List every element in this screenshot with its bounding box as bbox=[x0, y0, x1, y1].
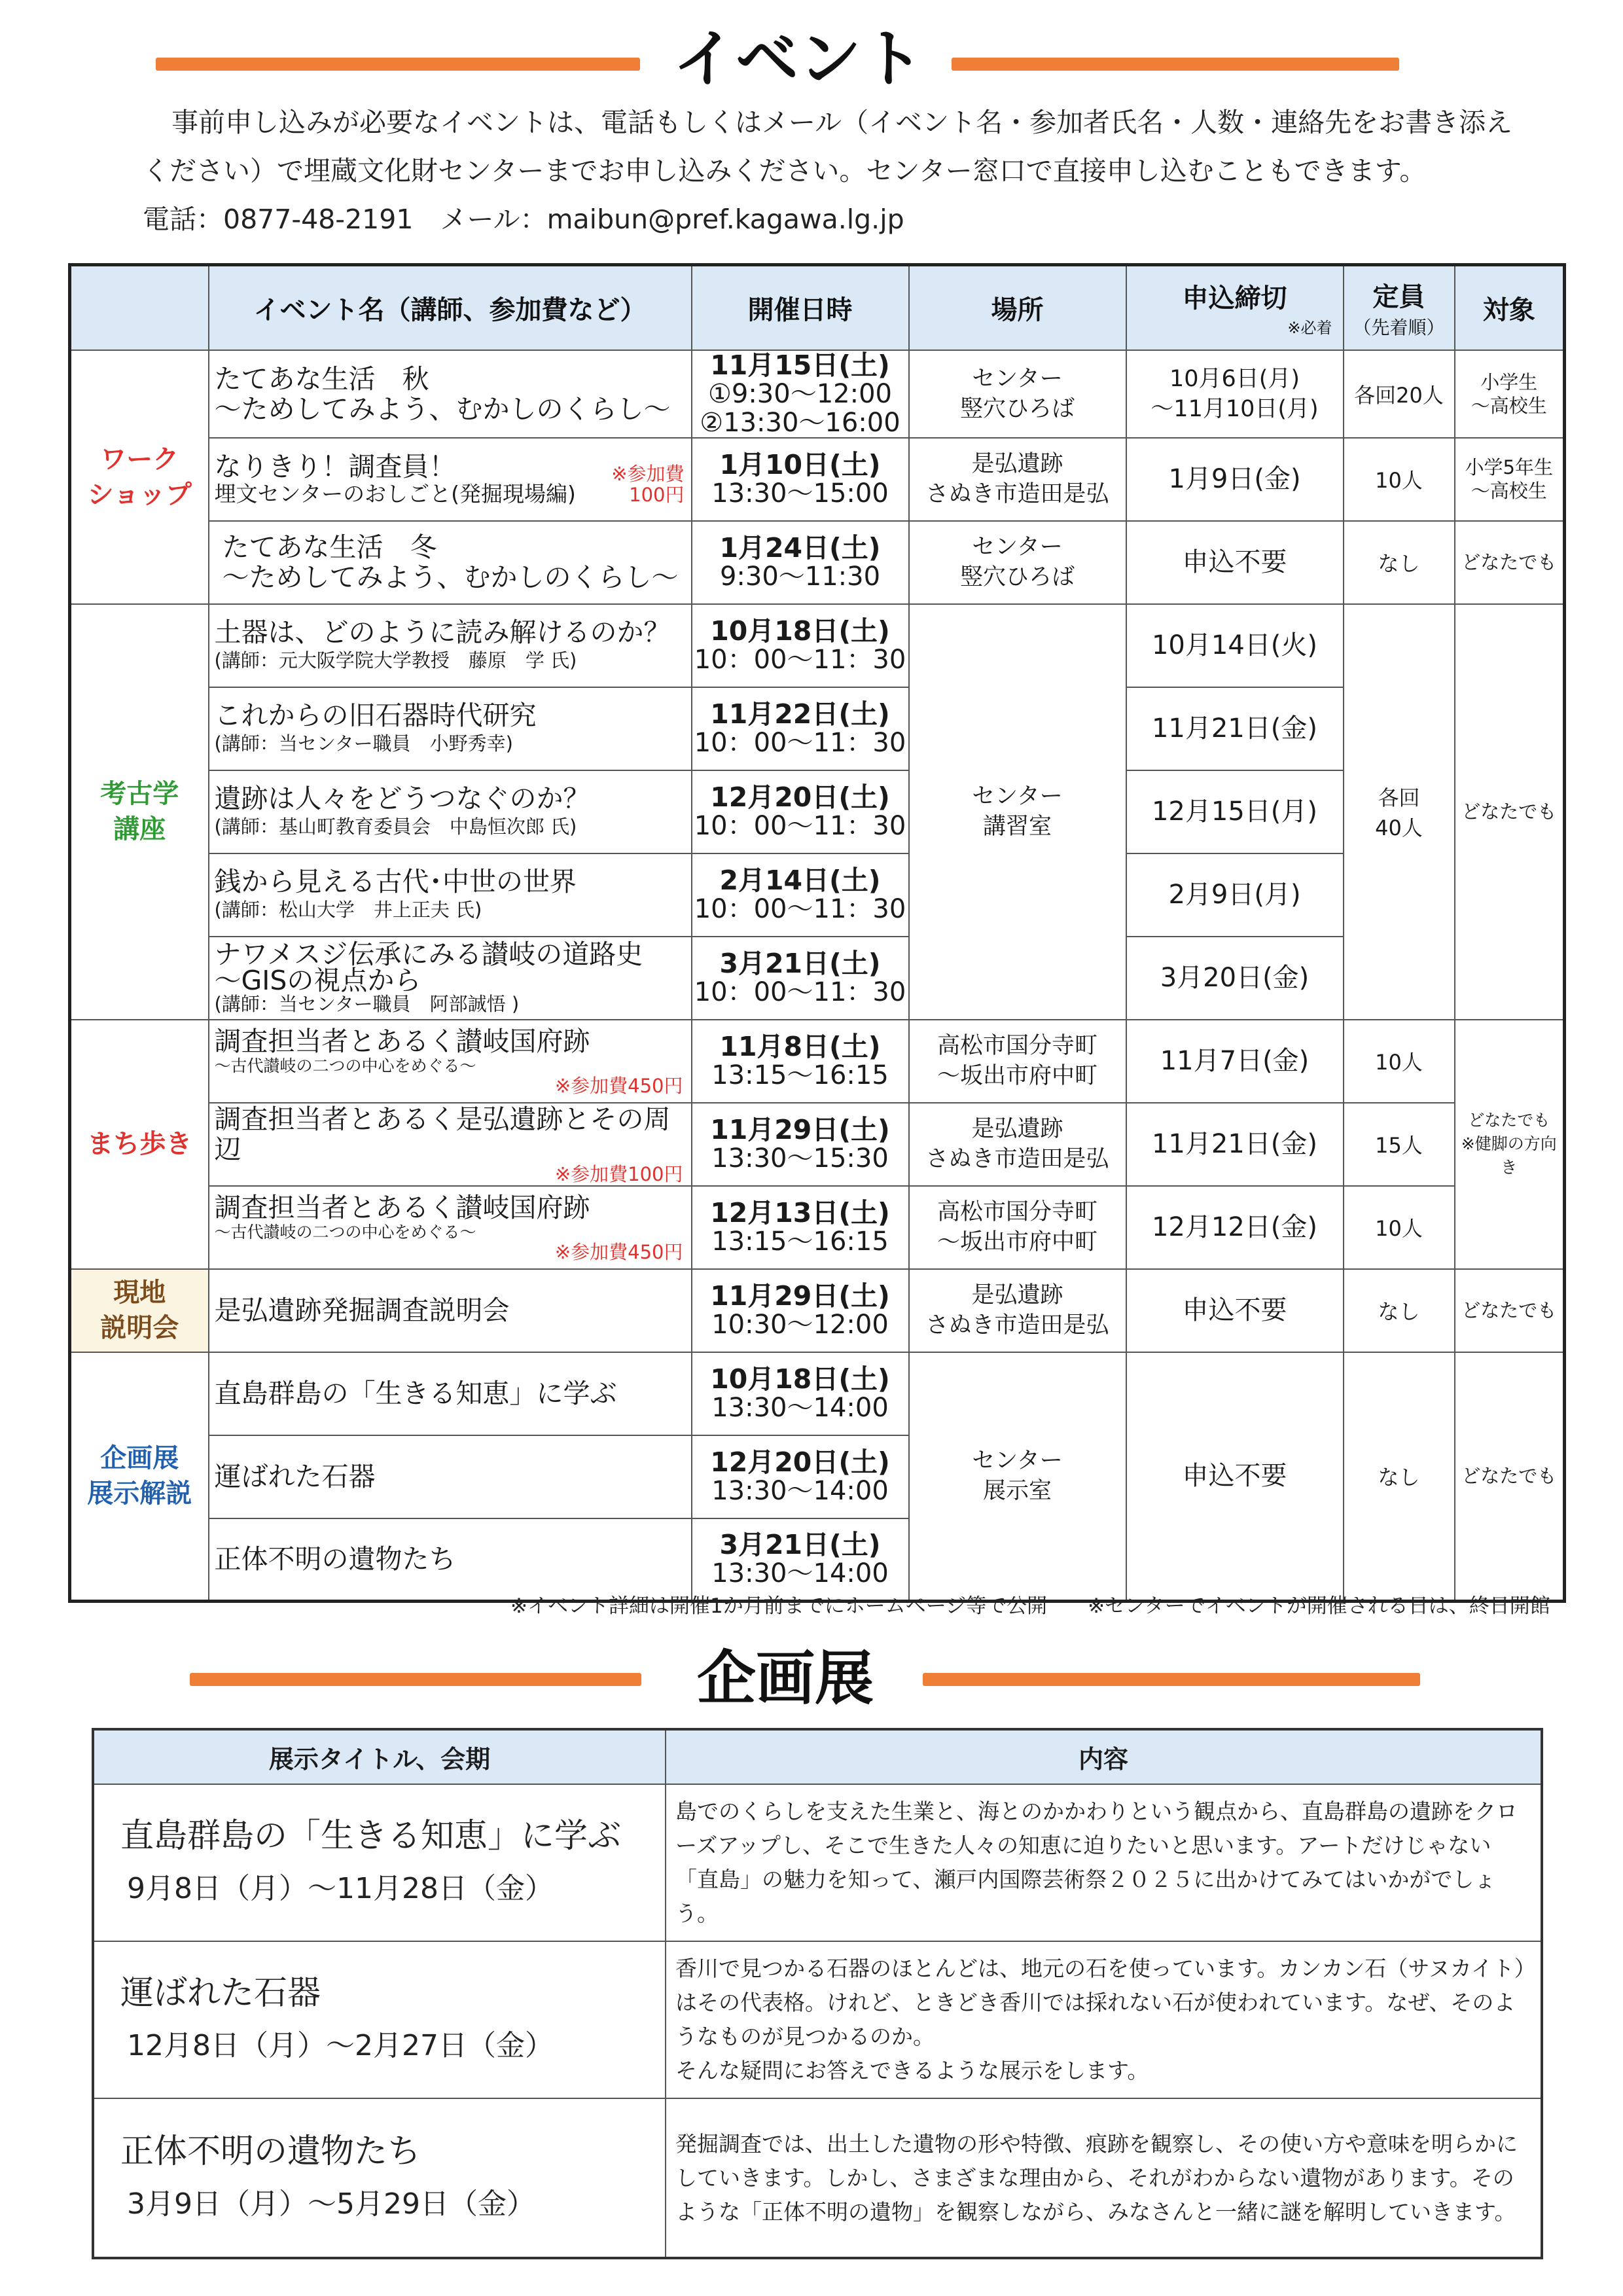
place-line-2: さぬき市造田是弘 bbox=[925, 481, 1109, 507]
events-heading: イベント bbox=[673, 22, 924, 96]
exhibition-title-cell bbox=[93, 2098, 666, 2258]
event-capacity: 10人 bbox=[1344, 1020, 1455, 1103]
event-title: 調査担当者とあるく讃岐国府跡 bbox=[214, 1192, 590, 1223]
event-title: 銭から見える古代･中世の世界 bbox=[214, 866, 577, 897]
exhibition-row bbox=[93, 1941, 1542, 2098]
event-day: 3月21日(土) bbox=[719, 948, 881, 979]
target-line-2: ※健脚の方向き bbox=[1461, 1134, 1557, 1177]
place-line-1: センター bbox=[972, 1448, 1063, 1475]
event-place bbox=[909, 521, 1126, 604]
event-name bbox=[209, 438, 692, 521]
event-deadline: 申込不要 bbox=[1126, 521, 1344, 604]
event-date bbox=[692, 687, 909, 770]
event-name bbox=[209, 687, 692, 770]
event-time-1: ①9:30～12:00 bbox=[708, 378, 892, 409]
event-time: 10：00～11：30 bbox=[694, 728, 906, 758]
exhibition-period: 12月8日（月）～2月27日（金） bbox=[127, 2029, 554, 2062]
place-line-1: 是弘遺跡 bbox=[971, 451, 1063, 477]
event-date bbox=[692, 604, 909, 687]
table-row bbox=[70, 521, 1565, 604]
place-line-2: ～坂出市府中町 bbox=[936, 1063, 1097, 1089]
event-date bbox=[692, 521, 909, 604]
event-subtitle: ～ためしてみよう、むかしのくらし～ bbox=[222, 562, 679, 593]
deadline-line-1: 10月6日(月) bbox=[1169, 365, 1300, 392]
exhibition-title: 直島群島の「生きる知恵」に学ぶ bbox=[120, 1817, 622, 1856]
event-name bbox=[209, 937, 692, 1020]
table-row bbox=[70, 438, 1565, 521]
header-event-name: イベント名（講師、参加費など） bbox=[209, 265, 692, 350]
target-line-1: 小学5年生 bbox=[1465, 456, 1553, 478]
exhibition-title: 正体不明の遺物たち bbox=[120, 2132, 421, 2171]
category-genchi bbox=[70, 1269, 209, 1352]
event-name: 正体不明の遺物たち bbox=[209, 1518, 692, 1602]
place-line-2: 講習室 bbox=[982, 814, 1052, 840]
target-line-2: ～高校生 bbox=[1471, 394, 1547, 417]
event-day: 12月13日(土) bbox=[710, 1197, 890, 1229]
event-capacity: なし bbox=[1344, 1269, 1455, 1352]
category-genchi-label: 現地 説明会 bbox=[100, 1278, 179, 1343]
event-name bbox=[209, 1020, 692, 1103]
exhibition-row bbox=[93, 1784, 1542, 1941]
event-name bbox=[209, 770, 692, 853]
place-line-1: 是弘遺跡 bbox=[971, 1282, 1063, 1308]
table-row bbox=[70, 937, 1565, 1020]
event-deadline: 申込不要 bbox=[1126, 1269, 1344, 1352]
exhibition-table bbox=[92, 1728, 1543, 2259]
event-time: 13:15～16:15 bbox=[711, 1227, 889, 1257]
exhibition-title: 運ばれた石器 bbox=[120, 1974, 321, 2013]
event-day: 12月20日(土) bbox=[710, 1446, 890, 1478]
event-place bbox=[909, 350, 1126, 438]
event-deadline: 12月12日(金) bbox=[1126, 1186, 1344, 1269]
event-date bbox=[692, 438, 909, 521]
lecturer: (講師：当センター職員 阿部誠悟 ) bbox=[214, 993, 520, 1015]
event-name bbox=[209, 1186, 692, 1269]
heading-rule-right bbox=[923, 1673, 1420, 1686]
exhibition-content: 発掘調査では、出土した遺物の形や特徴、痕跡を観察し、その使い方や意味を明らかにしていきます。しかし、さまざまな理由から、それがわからない遺物があります。そのような「正体不明の遺物」を観察しながら、みなさんと一緒に謎を解明していきます。 bbox=[666, 2098, 1542, 2258]
category-workshop bbox=[70, 350, 209, 604]
event-date bbox=[692, 1020, 909, 1103]
event-name bbox=[209, 521, 692, 604]
event-time-2: ②13:30～16:00 bbox=[700, 407, 901, 438]
place-line-1: センター bbox=[972, 365, 1063, 392]
fee-note: ※参加費450円 bbox=[554, 1241, 683, 1263]
event-name bbox=[209, 350, 692, 438]
exhibition-title-cell bbox=[93, 1941, 666, 2098]
header-date: 開催日時 bbox=[692, 265, 909, 350]
event-time: 13:30～14:00 bbox=[711, 1476, 889, 1506]
event-date bbox=[692, 1435, 909, 1518]
intro-text bbox=[143, 98, 1530, 243]
heading-rule-right bbox=[952, 58, 1399, 71]
event-target: どなたでも bbox=[1455, 604, 1565, 1020]
event-place bbox=[909, 1020, 1126, 1103]
place-line-2: さぬき市造田是弘 bbox=[925, 1146, 1109, 1172]
event-time: 10：00～11：30 bbox=[694, 977, 906, 1007]
table-row bbox=[70, 604, 1565, 687]
event-subtitle: ～古代讃岐の二つの中心をめぐる～ bbox=[214, 1223, 476, 1242]
fee-label: ※参加費 bbox=[611, 462, 685, 485]
events-table-header bbox=[70, 265, 1565, 350]
event-subtitle: 埋文センターのおしごと(発掘現場編) bbox=[214, 481, 576, 507]
header-exhibition-content: 内容 bbox=[666, 1729, 1542, 1784]
event-target bbox=[1455, 350, 1565, 438]
event-name: 直島群島の「生きる知恵」に学ぶ bbox=[209, 1352, 692, 1435]
event-target bbox=[1455, 1020, 1565, 1269]
exhibition-table-header bbox=[93, 1729, 1542, 1784]
event-date bbox=[692, 1269, 909, 1352]
place-line-1: センター bbox=[972, 534, 1063, 560]
lecturer: (講師：元大阪学院大学教授 藤原 学 氏) bbox=[214, 649, 577, 672]
heading-rule-left bbox=[190, 1673, 641, 1686]
event-place bbox=[909, 438, 1126, 521]
event-capacity: なし bbox=[1344, 1352, 1455, 1602]
event-place bbox=[909, 1103, 1126, 1186]
event-title: なりきり！調査員！ bbox=[214, 451, 456, 482]
header-target: 対象 bbox=[1455, 265, 1565, 350]
event-deadline: 1月9日(金) bbox=[1126, 438, 1344, 521]
category-kikakuten-label: 企画展 展示解説 bbox=[87, 1443, 192, 1509]
header-category bbox=[70, 265, 209, 350]
event-day: 12月20日(土) bbox=[710, 781, 890, 813]
event-capacity: 15人 bbox=[1344, 1103, 1455, 1186]
event-date bbox=[692, 853, 909, 937]
header-deadline-label: 申込締切 bbox=[1182, 283, 1287, 314]
event-place bbox=[909, 1269, 1126, 1352]
place-line-2: 竪穴ひろば bbox=[959, 395, 1075, 422]
target-line-1: どなたでも bbox=[1468, 1111, 1550, 1130]
event-day: 10月18日(土) bbox=[710, 615, 890, 647]
event-day: 10月18日(土) bbox=[710, 1363, 890, 1395]
exhibition-heading: 企画展 bbox=[697, 1644, 874, 1713]
category-kokogaku-label: 考古学 講座 bbox=[100, 779, 179, 844]
event-capacity: 10人 bbox=[1344, 438, 1455, 521]
contact-line: 電話：0877-48-2191 メール：maibun@pref.kagawa.lg.jp bbox=[143, 204, 904, 235]
event-time: 10：00～11：30 bbox=[694, 811, 906, 841]
event-time: 10：00～11：30 bbox=[694, 645, 906, 675]
lecturer: (講師：基山町教育委員会 中島恒次郎 氏) bbox=[214, 816, 577, 838]
exhibition-row bbox=[93, 2098, 1542, 2258]
event-date bbox=[692, 350, 909, 438]
event-day: 11月15日(土) bbox=[710, 349, 890, 381]
event-deadline: 2月9日(月) bbox=[1126, 853, 1344, 937]
fee-note bbox=[611, 463, 684, 505]
header-capacity-label: 定員 bbox=[1372, 281, 1425, 312]
event-target: どなたでも bbox=[1455, 521, 1565, 604]
header-place: 場所 bbox=[909, 265, 1126, 350]
table-row bbox=[70, 1186, 1565, 1269]
event-day: 1月24日(土) bbox=[719, 532, 881, 564]
category-workshop-label: ワーク ショップ bbox=[87, 444, 192, 510]
target-line-2: ～高校生 bbox=[1471, 480, 1547, 502]
event-day: 11月8日(土) bbox=[719, 1031, 881, 1062]
exhibition-period: 9月8日（月）～11月28日（金） bbox=[127, 1872, 554, 1905]
header-exhibition-title: 展示タイトル、会期 bbox=[93, 1729, 666, 1784]
event-name bbox=[209, 1103, 692, 1186]
capacity-line-1: 各回 bbox=[1378, 785, 1420, 810]
event-time: 10:30～12:00 bbox=[711, 1310, 889, 1340]
event-capacity: 各回20人 bbox=[1344, 350, 1455, 438]
event-place bbox=[909, 1352, 1126, 1602]
event-deadline: 10月14日(火) bbox=[1126, 604, 1344, 687]
event-place bbox=[909, 604, 1126, 1020]
event-target: どなたでも bbox=[1455, 1269, 1565, 1352]
event-deadline: 11月21日(金) bbox=[1126, 1103, 1344, 1186]
events-section-header bbox=[0, 20, 1623, 98]
event-title: 遺跡は人々をどうつなぐのか？ bbox=[214, 783, 590, 814]
event-name: 是弘遺跡発掘調査説明会 bbox=[209, 1269, 692, 1352]
event-date bbox=[692, 1186, 909, 1269]
place-line-1: 高松市国分寺町 bbox=[936, 1033, 1097, 1059]
event-title: 土器は、どのように読み解けるのか？ bbox=[214, 617, 671, 648]
event-time: 10：00～11：30 bbox=[694, 894, 906, 924]
category-kikakuten bbox=[70, 1352, 209, 1602]
event-target bbox=[1455, 438, 1565, 521]
event-day: 2月14日(土) bbox=[719, 865, 881, 896]
place-line-2: 竪穴ひろば bbox=[959, 564, 1075, 590]
header-capacity bbox=[1344, 265, 1455, 350]
event-date bbox=[692, 770, 909, 853]
table-row bbox=[70, 350, 1565, 438]
events-table bbox=[68, 263, 1566, 1603]
event-time: 13:30～14:00 bbox=[711, 1558, 889, 1589]
event-time: 13:15～16:15 bbox=[711, 1060, 889, 1090]
table-row bbox=[70, 687, 1565, 770]
event-target: どなたでも bbox=[1455, 1352, 1565, 1602]
event-date bbox=[692, 1103, 909, 1186]
table-row bbox=[70, 853, 1565, 937]
heading-rule-left bbox=[156, 58, 640, 71]
event-day: 11月22日(土) bbox=[710, 698, 890, 730]
event-deadline: 11月7日(金) bbox=[1126, 1020, 1344, 1103]
header-capacity-sub: （先着順） bbox=[1353, 316, 1445, 338]
event-time: 13:30～15:00 bbox=[711, 478, 889, 509]
event-date bbox=[692, 937, 909, 1020]
event-capacity bbox=[1344, 604, 1455, 1020]
event-name bbox=[209, 604, 692, 687]
place-line-1: センター bbox=[972, 783, 1063, 810]
event-subtitle: ～ためしてみよう、むかしのくらし～ bbox=[214, 393, 671, 425]
place-line-2: さぬき市造田是弘 bbox=[925, 1312, 1109, 1338]
exhibition-content: 香川で見つかる石器のほとんどは、地元の石を使っています。カンカン石（サヌカイト）はその代表格。けれど、ときどき香川では採れない石が使われています。なぜ、そのようなものが見つかるのか。 そんな疑問にお答えできるような展示をします。 bbox=[666, 1941, 1542, 2098]
event-time: 13:30～15:30 bbox=[711, 1143, 889, 1174]
event-deadline: 11月21日(金) bbox=[1126, 687, 1344, 770]
event-deadline: 3月20日(金) bbox=[1126, 937, 1344, 1020]
event-time: 9:30～11:30 bbox=[719, 562, 881, 592]
category-machiaruki: まち歩き bbox=[70, 1020, 209, 1269]
event-day: 11月29日(土) bbox=[710, 1114, 890, 1145]
event-capacity: 10人 bbox=[1344, 1186, 1455, 1269]
deadline-line-2: ～11月10日(月) bbox=[1150, 395, 1319, 422]
fee-amount: 100円 bbox=[629, 483, 685, 506]
header-deadline bbox=[1126, 265, 1344, 350]
event-title: たてあな生活 冬 bbox=[222, 531, 437, 563]
place-line-1: 是弘遺跡 bbox=[971, 1116, 1063, 1142]
category-kokogaku bbox=[70, 604, 209, 1020]
event-title: 調査担当者とあるく讃岐国府跡 bbox=[214, 1026, 590, 1057]
exhibition-title-cell bbox=[93, 1784, 666, 1941]
place-line-2: 展示室 bbox=[982, 1478, 1052, 1505]
exhibition-section-header bbox=[0, 1643, 1623, 1721]
table-row bbox=[70, 1269, 1565, 1352]
target-line-1: 小学生 bbox=[1480, 370, 1538, 393]
table-row bbox=[70, 1103, 1565, 1186]
table-row bbox=[70, 1352, 1565, 1435]
event-day: 11月29日(土) bbox=[710, 1280, 890, 1312]
exhibition-period: 3月9日（月）～5月29日（金） bbox=[127, 2187, 535, 2221]
event-title: これからの旧石器時代研究 bbox=[214, 700, 537, 731]
event-deadline: 12月15日(月) bbox=[1126, 770, 1344, 853]
event-subtitle: ～GISの視点から bbox=[214, 965, 421, 996]
intro-paragraph: 事前申し込みが必要なイベントは、電話もしくはメール（イベント名・参加者氏名・人数・連絡先をお書き添えください）で埋蔵文化財センターまでお申し込みください。センター窓口で直接申し込むこともできます。 bbox=[143, 107, 1513, 187]
event-name: 運ばれた石器 bbox=[209, 1435, 692, 1518]
lecturer: (講師：当センター職員 小野秀幸) bbox=[214, 732, 513, 755]
event-place bbox=[909, 1186, 1126, 1269]
event-subtitle: ～古代讃岐の二つの中心をめぐる～ bbox=[214, 1056, 476, 1075]
event-name bbox=[209, 853, 692, 937]
capacity-line-2: 40人 bbox=[1375, 816, 1423, 840]
event-day: 3月21日(土) bbox=[719, 1529, 881, 1561]
events-footnote: ※イベント詳細は開催1か月前までにホームページ等で公開 ※センターでイベントが開催される日は、終日開館 bbox=[510, 1594, 1550, 1618]
event-date bbox=[692, 1352, 909, 1435]
exhibition-content: 島でのくらしを支えた生業と、海とのかかわりという観点から、直島群島の遺跡をクローズアップし、そこで生きた人々の知恵に迫りたいと思います。アートだけじゃない「直島」の魅力を知って、瀬戸内国際芸術祭２０２５に出かけてみてはいかがでしょう。 bbox=[666, 1784, 1542, 1941]
event-time: 13:30～14:00 bbox=[711, 1393, 889, 1423]
event-title: たてあな生活 秋 bbox=[214, 363, 429, 395]
place-line-2: ～坂出市府中町 bbox=[936, 1229, 1097, 1255]
lecturer: (講師：松山大学 井上正夫 氏) bbox=[214, 899, 482, 921]
event-capacity: なし bbox=[1344, 521, 1455, 604]
fee-note: ※参加費100円 bbox=[554, 1163, 683, 1185]
event-deadline: 申込不要 bbox=[1126, 1352, 1344, 1602]
event-title: 調査担当者とあるく是弘遺跡とその周辺 bbox=[214, 1103, 671, 1165]
table-row bbox=[70, 1020, 1565, 1103]
fee-note: ※参加費450円 bbox=[554, 1075, 683, 1097]
place-line-1: 高松市国分寺町 bbox=[936, 1199, 1097, 1225]
event-day: 1月10日(土) bbox=[719, 449, 881, 480]
header-deadline-note: ※必着 bbox=[1287, 319, 1332, 338]
event-deadline bbox=[1126, 350, 1344, 438]
event-title: ナワメスジ伝承にみる讃岐の道路史 bbox=[214, 939, 643, 970]
table-row bbox=[70, 770, 1565, 853]
